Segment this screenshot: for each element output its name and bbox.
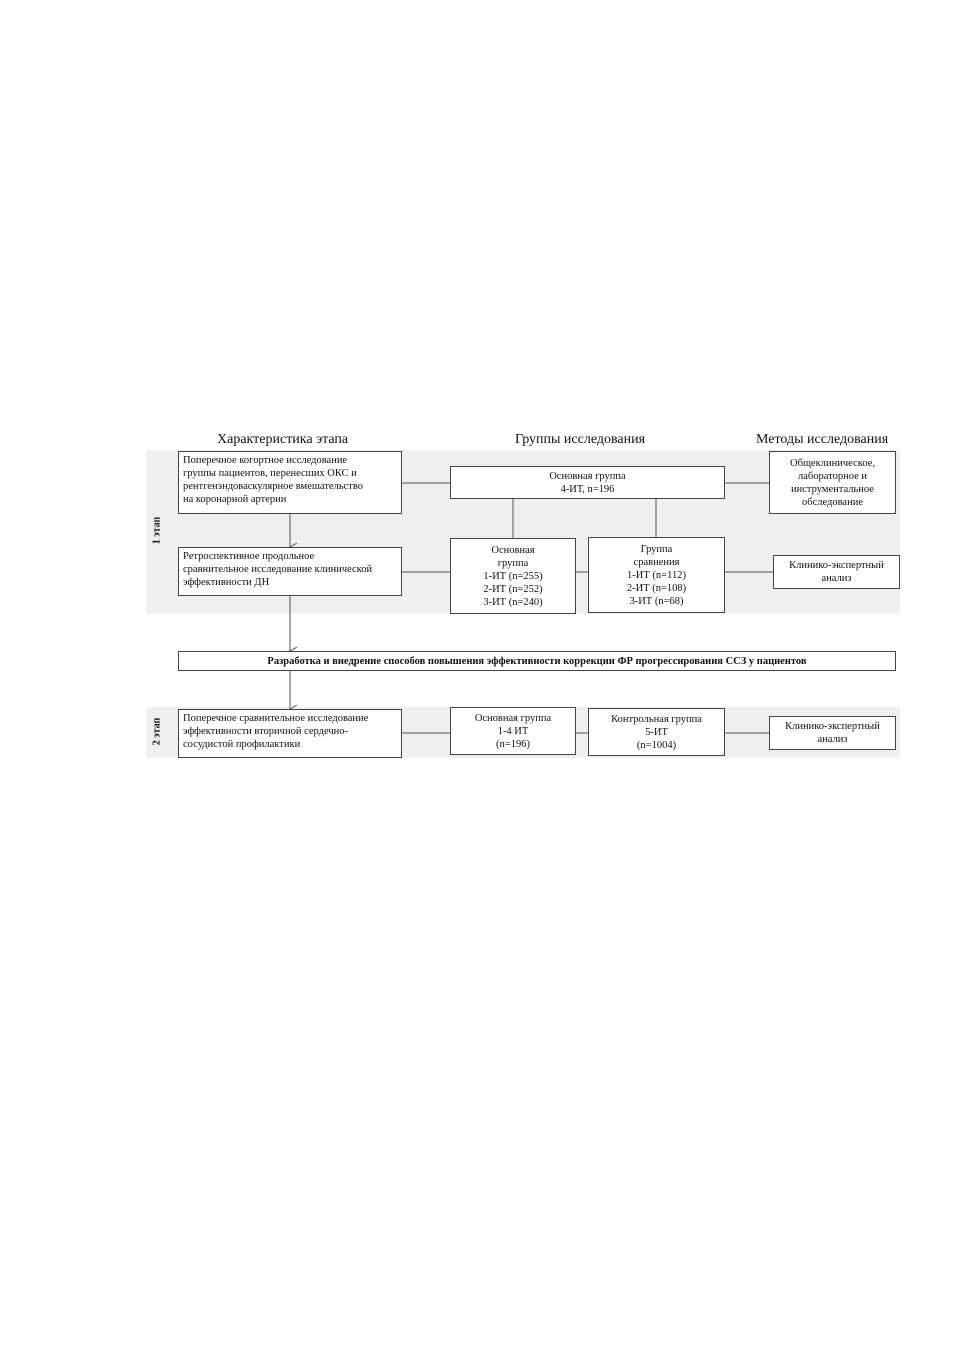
box-text-line: 2-ИТ (n=108) <box>626 582 687 594</box>
stage1-main-group-top-box <box>450 466 725 499</box>
header-study-groups: Группы исследования <box>515 432 646 447</box>
box-text-line: 2-ИТ (n=252) <box>483 583 543 595</box>
box-text-line: Поперечное когортное исследование <box>183 455 348 466</box>
box-text-line: обследование <box>802 496 863 508</box>
stage2-methods-expert-box <box>769 716 896 750</box>
stage2-control-group-box <box>588 708 725 756</box>
banner-text: Разработка и внедрение способов повышения эффективности коррекции ФР прогрессирования ССЗ у пациентов <box>267 655 807 667</box>
box-text-line: Поперечное сравнительное исследование <box>183 713 369 724</box>
stage2-cross-sectional-box <box>178 709 402 758</box>
box-text-line: (n=196) <box>496 738 530 750</box>
box-text-line: рентгенэндоваскулярное вмешательство <box>183 481 363 492</box>
stage1-comparison-group-box <box>588 537 725 613</box>
development-banner-box <box>178 651 896 671</box>
header-stage-characteristic: Характеристика этапа <box>217 432 349 447</box>
stage1-cross-sectional-box <box>178 451 402 514</box>
box-text-line: анализ <box>817 734 848 745</box>
box-text-line: на коронарной артерии <box>183 494 287 505</box>
box-text-line: Контрольная группа <box>611 713 702 725</box>
stage1-retrospective-box <box>178 547 402 596</box>
box-text-line: (n=1004) <box>636 739 677 751</box>
box-text-line: 1-4 ИТ <box>497 725 529 737</box>
box-text-line: Ретроспективное продольное <box>183 551 315 562</box>
box-text-line: лабораторное и <box>798 470 867 482</box>
stage1-methods-general-box <box>769 451 896 514</box>
box-text-line: группы пациентов, перенесших ОКС и <box>183 468 357 479</box>
box-text-line: эффективности ДН <box>183 577 270 588</box>
box-text-line: 3-ИТ (n=68) <box>629 595 684 607</box>
stage1-main-group-box <box>450 538 576 614</box>
box-text-line: группа <box>497 557 529 569</box>
box-text-line: 4-ИТ, n=196 <box>560 483 615 495</box>
box-text-line: 1-ИТ (n=255) <box>483 570 543 582</box>
box-text-line: анализ <box>821 573 852 584</box>
box-text-line: Клинико-экспертный <box>785 721 880 732</box>
box-text-line: сравнения <box>633 556 680 568</box>
box-text-line: 5-ИТ <box>645 726 668 738</box>
box-text-line: Основная <box>491 544 535 556</box>
box-text-line: Группа <box>640 543 673 555</box>
box-text-line: Основная группа <box>549 470 626 482</box>
stage1-methods-expert-box <box>773 555 900 589</box>
box-text-line: сосудистой профилактики <box>183 739 301 750</box>
stage2-label: 2 этап <box>151 717 163 746</box>
stage1-label: 1 этап <box>151 516 163 545</box>
header-study-methods: Методы исследования <box>756 432 889 447</box>
box-text-line: Общеклиническое, <box>790 457 875 469</box>
box-text-line: 3-ИТ (n=240) <box>483 596 543 608</box>
box-text-line: эффективности вторичной сердечно- <box>183 726 349 737</box>
stage2-main-group-box <box>450 707 576 755</box>
box-text-line: сравнительное исследование клинической <box>183 564 373 575</box>
box-text-line: Основная группа <box>474 712 552 724</box>
box-text-line: Клинико-экспертный <box>789 560 884 571</box>
box-text-line: 1-ИТ (n=112) <box>627 569 686 581</box>
box-text-line: инструментальное <box>791 483 874 495</box>
